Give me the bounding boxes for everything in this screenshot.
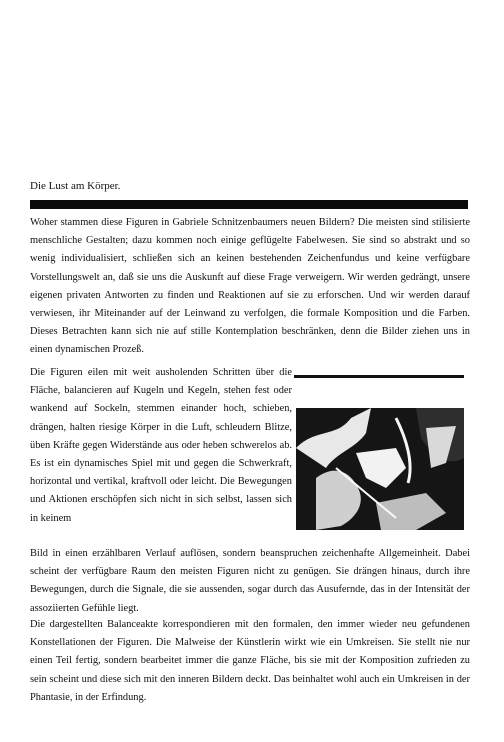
paragraph-4: Die dargestellten Balanceakte korrespondieren mit den formalen, den immer wieder neu gefundenen Konstellationen der Figuren. Die Malweise der Künstlerin wirkt wie ein Umkreisen. Sie stellt nie nur einen Teil fertig, sondern bearbeitet immer die ganze Fläche, bis sie mit der Komposition zufrieden zu sein scheint und diese sich mit den inneren Bildern deckt. Das beinhaltet wohl auch ein Umkreisen in der Phantasie, in der Erfindung. (30, 619, 470, 703)
artwork-photo (296, 408, 464, 530)
title-bar-divider (30, 200, 468, 209)
paragraph-2: Die Figuren eilen mit weit ausholenden Schritten über die Fläche, balancieren auf Kugeln und Kegeln, stehen fest oder wankend auf Sockeln, stemmen einander hoch, schieben, drängen, halten riesige Körper in die Luft, schleudern Blitze, üben Kräfte gegen Widerstände aus oder heben schwerelos ab. Es ist ein dynamisches Spiel mit und gegen die Schwerkraft, horizontal und vertikal, kraftvoll oder leicht. Die Bewegungen und Aktionen erschöpfen sich nicht in sich selbst, lassen sich in keinem (30, 367, 292, 524)
page-title: Die Lust am Körper. (30, 180, 121, 192)
paragraph-1: Woher stammen diese Figuren in Gabriele Schnitzenbaumers neuen Bildern? Die meisten sind stilisierte menschliche Gestalten; dazu kommen noch einige geflügelte Fabelwesen. Sie sind so abstrakt und so wenig individualisiert, schließen sich an keinen bestehenden Zeichenfundus und keine verfügbare Vorstellungswelt an, daß sie uns die Auskunft auf diese Frage verweigern. Wir werden gedrängt, unsere eigenen privaten Antworten zu finden und Reaktionen auf sie zu erforschen. Und wir werden darauf verwiesen, ihr Miteinander auf der Leinwand zu verfolgen, die formale Komposition und die Farben. Dieses Betrachten kann sich nie auf stille Kontemplation beschränken, denn die Bilder ziehen uns in einen dynamischen Prozeß. (30, 217, 470, 356)
artwork-image (296, 408, 464, 530)
paragraph-3: Bild in einen erzählbaren Verlauf auflösen, sondern beanspruchen zeichenhafte Allgemeinheit. Dabei scheint der verfügbare Raum den meisten Figuren nicht zu genügen. Sie drängen hinaus, durch ihre Bewegungen, durch die Signale, die sie aussenden, sogar durch das Ausufernde, das in der Intensität der assoziierten Gefühle liegt. (30, 548, 470, 614)
section-rule (294, 375, 464, 378)
